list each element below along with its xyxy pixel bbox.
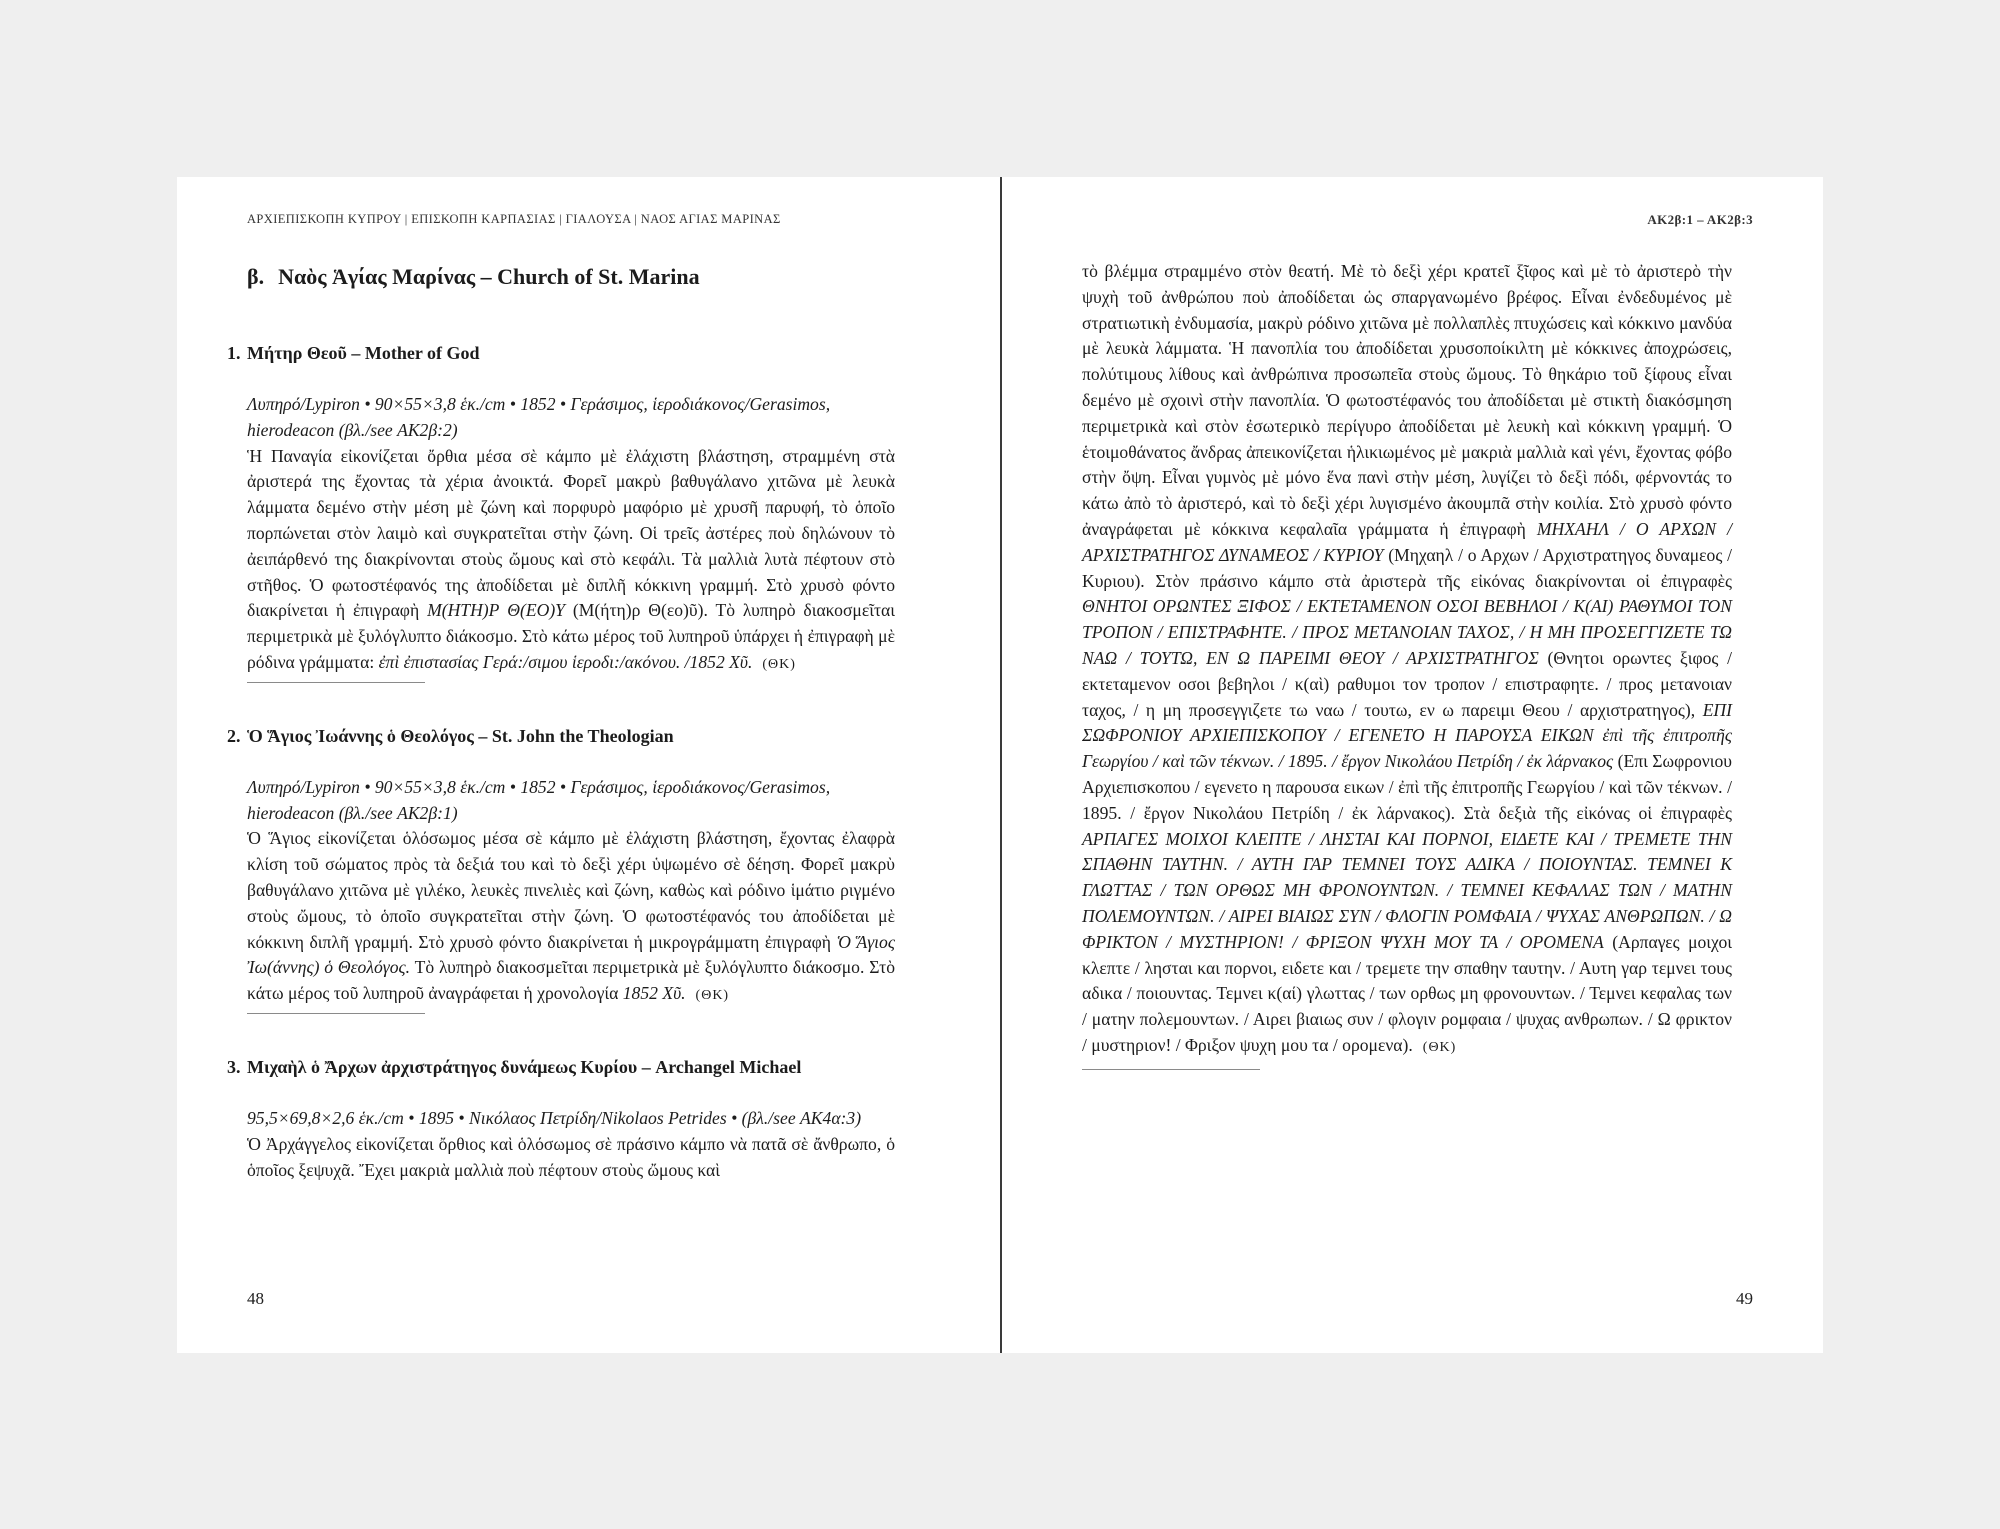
entry-number: 2. (227, 725, 241, 746)
inscription-text: Μ(ΗΤΗ)Ρ Θ(ΕΟ)Υ (427, 600, 565, 621)
entry-title-text: Μιχαὴλ ὁ Ἄρχων ἀρχιστράτηγος δυνάμεως Κυρίου – Archangel Michael (247, 1056, 802, 1077)
entry-meta: Λυπηρό/Lypiron • 90×55×3,8 ἑκ./cm • 1852 • Γεράσιμος, ἱεροδιάκονος/Gerasimos, hierodeacon (βλ./see ΑΚ2β:2) (247, 394, 831, 440)
left-content (227, 262, 895, 1183)
entry-divider (247, 1013, 425, 1014)
author-signature: (ΘΚ) (695, 988, 730, 1004)
inscription-text: Ὁ Ἅγιος Ἰω(άννης) ὁ Θεολόγος. (247, 931, 895, 978)
author-signature: (ΘΚ) (762, 656, 796, 672)
catalog-entry (227, 1054, 895, 1183)
section-number: β. (247, 264, 265, 289)
inscription-text: 1852 Χῦ. (622, 983, 686, 1004)
catalog-entry (227, 340, 895, 683)
description-text: (Αρπαγες μοιχοι κλεπτε / λησται και πορνοι, ειδετε και / τρεμετε την σπαθην ταυτην. / Αυτη γαρ τεμνει τους αδικα / ποιουντας. Τεμνει κ(αί) γλωττας / των ορθως μη φρονουντων. / Τεμνει κεφαλας των / ματην πολεμουντων. / Αιρει βιαιως συν / φλογιν ρομφαια / ψυχας ανθρωπων. / Ω φρικτον / μυστηριον! / Φριξον ψυχη μου τα / ορομενα). (1082, 931, 1732, 1055)
left-page (177, 177, 1000, 1353)
description-text: Ἡ Παναγία εἰκονίζεται ὄρθια μέσα σὲ κάμπο μὲ ἐλάχιστη βλάστηση, στραμμένη στὰ ἀριστερά της ἔχοντας τὰ χέρια ἀνοικτά. Φορεῖ μακρὺ βαθυγάλανο χιτῶνα μὲ λευκὰ λάμματα δεμένο στὴν μέση μὲ ζώνη καὶ πορφυρὸ μαφόριο μὲ χρυσῆ παρυφή, τὸ ὁποῖο πορπώνεται στὸν λαιμὸ καὶ συγκρατεῖται στὴν ζώνη. Οἱ τρεῖς ἀστέρες ποὺ δηλώνουν τὸ ἀειπάρθενό της διακρίνονται στοὺς ὤμους καὶ στὸ κεφάλι. Τὰ μαλλιὰ λυτὰ πέφτουν στὸ στῆθος. Ὁ φωτοστέφανός της ἀποδίδεται μὲ διπλῆ κόκκινη γραμμή. Στὸ χρυσὸ φόντο διακρίνεται ἡ ἐπιγραφὴ (247, 445, 895, 621)
description-text: (Μ(ήτη)ρ Θ(εο)ῦ). Τὸ λυπηρὸ διακοσμεῖται περιμετρικὰ μὲ ξυλόγλυπτο διάκοσμο. Στὸ κάτω μέρος τοῦ λυπηροῦ ὑπάρχει ἡ ἐπιγραφὴ μὲ ρόδινα γράμματα: (247, 600, 895, 672)
catalog-entry (227, 723, 895, 1014)
entry-divider (247, 682, 425, 683)
right-page (1002, 177, 1823, 1353)
section-title-text: Ναὸς Ἁγίας Μαρίνας – Church of St. Marina (278, 264, 700, 289)
entry-number: 1. (227, 343, 241, 363)
entry-divider (1082, 1069, 1260, 1070)
description-text: Τὸ λυπηρὸ διακοσμεῖται περιμετρικὰ μὲ ξυλόγλυπτο διάκοσμο. Στὸ κάτω μέρος τοῦ λυπηροῦ ἀναγράφεται ἡ χρονολογία (247, 957, 895, 1004)
entry-description (247, 444, 895, 678)
entry-number: 3. (227, 1056, 241, 1077)
inscription-text: ΑΡΠΑΓΕΣ ΜΟΙΧΟΙ ΚΛΕΠΤΕ / ΛΗΣΤΑΙ ΚΑΙ ΠΟΡΝΟΙ, ΕΙΔΕΤΕ ΚΑΙ / ΤΡΕΜΕΤΕ ΤΗΝ ΣΠΑΘΗΝ ΤΑΥΤΗΝ. / ΑΥΤΗ ΓΑΡ ΤΕΜΝΕΙ ΤΟΥΣ ΑΔΙΚΑ / ΠΟΙΟΥΝΤΑΣ. ΤΕΜΝΕΙ Κ ΓΛΩΤΤΑΣ / ΤΩΝ ΟΡΘΩΣ ΜΗ ΦΡΟΝΟΥΝΤΩΝ. / ΤΕΜΝΕΙ ΚΕΦΑΛΑΣ ΤΩΝ / ΜΑΤΗΝ ΠΟΛΕΜΟΥΝΤΩΝ. / ΑΙΡΕΙ ΒΙΑΙΩΣ ΣΥΝ / ΦΛΟΓΙΝ ΡΟΜΦΑΙΑ / ΨΥΧΑΣ ΑΝΘΡΩΠΩΝ. / Ω ΦΡΙΚΤΟΝ / ΜΥΣΤΗΡΙΟΝ! / ΦΡΙΞΟΝ ΨΥΧΗ ΜΟΥ ΤΑ / ΟΡΟΜΕΝΑ (1082, 828, 1732, 952)
entry-meta: 95,5×69,8×2,6 ἑκ./cm • 1895 • Νικόλαος Πετρίδη/Nikolaos Petrides • (βλ./see ΑΚ4α:3) (247, 1107, 862, 1128)
page-number: 49 (1736, 1289, 1753, 1308)
inscription-text: ἐπὶ ἐπιστασίας Γερά:/σιμου ἱεροδι:/ακόνου. /1852 Χῦ. (378, 651, 753, 672)
running-head: ΑΚ2β:1 – ΑΚ2β:3 (1647, 212, 1753, 227)
entry-description: Ὁ Ἀρχάγγελος εἰκονίζεται ὄρθιος καὶ ὁλόσωμος σὲ πράσινο κάμπο νὰ πατᾶ σὲ ἄνθρωπο, ὁ ὁποῖος ξεψυχᾶ. Ἔχει μακριὰ μαλλιὰ ποὺ πέφτουν στοὺς ὤμους καὶ (247, 1133, 895, 1180)
entry-title (227, 340, 895, 366)
entry-title (227, 723, 895, 749)
book-spread (177, 177, 1823, 1353)
entry-title-text: Ὁ Ἅγιος Ἰωάννης ὁ Θεολόγος – St. John the Theologian (247, 725, 674, 746)
entry-title-text: Μήτηρ Θεοῦ – Mother of God (247, 343, 480, 363)
description-text: τὸ βλέμμα στραμμένο στὸν θεατή. Μὲ τὸ δεξὶ χέρι κρατεῖ ξῖφος καὶ μὲ τὸ ἀριστερὸ τὴν ψυχὴ τοῦ ἀνθρώπου ποὺ ἀποδίδεται ὡς σπαργανωμένο βρέφος. Εἶναι ἐνδεδυμένος μὲ στρατιωτικὴ ἐνδυμασία, μακρὺ ρόδινο χιτῶνα μὲ πολλαπλὲς πτυχώσεις καὶ κόκκινο μανδύα μὲ λευκὰ λάμματα. Ἡ πανοπλία του ἀποδίδεται χρυσοποίκιλτη μὲ κόκκινες ἀποχρώσεις, πολύτιμους λίθους καὶ ἀνθρώπινα προσωπεῖα στοὺς ὤμους. Τὸ θηκάριο τοῦ ξίφους εἶναι δεμένο μὲ σχοινὶ στὴν πανοπλία. Ὁ φωτοστέφανός του ἀποδίδεται μὲ στικτὴ διακόσμηση περιμετρικὰ καὶ στὸν ἐσωτερικὸ περίγυρο ἀποδίδεται μὲ λευκὴ καὶ κόκκινη γραμμή. Ὁ ἑτοιμοθάνατος ἄνδρας ἀπεικονίζεται ἡλικιωμένος μὲ μακριὰ μαλλιὰ καὶ γένι, ἔχοντας φόβο στὴν ὄψη. Εἶναι γυμνὸς μὲ μόνο ἕνα πανὶ στὴν μέση, λυγίζει τὸ δεξὶ πόδι, φέρνοντάς το κάτω ἀπὸ τὸ ἀριστερό, καὶ τὸ δεξὶ χέρι λυγισμένο ἀκουμπᾶ στὴν κοιλία. Στὸ χρυσὸ φόντο ἀναγράφεται μὲ κόκκινα κεφαλαῖα γράμματα ἡ ἐπιγραφὴ (1082, 261, 1732, 539)
description-text: Ὁ Ἅγιος εἰκονίζεται ὁλόσωμος μέσα σὲ κάμπο μὲ ἐλάχιστη βλάστηση, ἔχοντας ἐλαφρὰ κλίση τοῦ σώματος πρὸς τὰ δεξιά του καὶ τὸ δεξὶ χέρι ὑψωμένο σὲ δέηση. Φορεῖ μακρὺ βαθυγάλανο χιτῶνα μὲ γιλέκο, λευκὲς πινελιὲς καὶ ζώνη, καθὼς καὶ ρόδινο ἱμάτιο ριγμένο στοὺς ὤμους, τὸ ὁποῖο συγκρατεῖται στὴν ζώνη. Ὁ φωτοστέφανός του ἀποδίδεται μὲ κόκκινη διπλῆ γραμμή. Στὸ χρυσὸ φόντο διακρίνεται ἡ μικρογράμματη ἐπιγραφὴ (247, 828, 895, 952)
right-content (1082, 259, 1732, 1110)
section-title (247, 262, 895, 292)
inscription-text: ΜΗΧΑΗΛ / Ο ΑΡΧΩΝ / ΑΡΧΙΣΤΡΑΤΗΓΟΣ ΔΥΝΑΜΕΟΣ / ΚΥΡΙΟΥ (1082, 518, 1732, 565)
inscription-text: ΕΠΙ ΣΩΦΡΟΝΙΟΥ ΑΡΧΙΕΠΙΣΚΟΠΟΥ / ΕΓΕΝΕΤΟ Η ΠΑΡΟΥΣΑ ΕΙΚΩΝ ἐπὶ τῆς ἐπιτροπῆς Γεωργίου / καὶ τῶν τέκνων. / 1895. / ἔργον Νικολάου Πετρίδη / ἐκ λάρνακος (1082, 699, 1732, 772)
description-text: (Θνητοι ορωντες ξιφος / εκτεταμενον οσοι βεβηλοι / κ(αὶ) ραθυμοι τον τροπον / επιστραφητε. / προς μετανοιαν ταχος, / η μη προσεγγιζετε τω ναω / τουτω, εν ω παρειμι Θεου / αρχιστρατηγος), (1082, 647, 1732, 720)
entry-description (247, 826, 895, 1009)
description-text: (Μηχαηλ / ο Αρχων / Αρχιστρατηγος δυναμεος / Κυριου). Στὸν πράσινο κάμπο στὰ ἀριστερὰ τῆς εἰκόνας διακρίνονται οἱ ἐπιγραφὲς (1082, 544, 1732, 591)
running-head: ΑΡΧΙΕΠΙΣΚΟΠΗ ΚΥΠΡΟΥ | ΕΠΙΣΚΟΠΗ ΚΑΡΠΑΣΙΑΣ | ΓΙΑΛΟΥΣΑ | ΝΑΟΣ ΑΓΙΑΣ ΜΑΡΙΝΑΣ (247, 212, 781, 226)
inscription-text: ΘΝΗΤΟΙ ΟΡΩΝΤΕΣ ΞΙΦΟΣ / ΕΚΤΕΤΑΜΕΝΟΝ ΟΣΟΙ ΒΕΒΗΛΟΙ / Κ(ΑΙ) ΡΑΘΥΜΟΙ ΤΟΝ ΤΡΟΠΟΝ / ΕΠΙΣΤΡΑΦΗΤΕ. / ΠΡΟΣ ΜΕΤΑΝΟΙΑΝ ΤΑΧΟΣ, / Η ΜΗ ΠΡΟΣΕΓΓΙΖΕΤΕ ΤΩ ΝΑΩ / ΤΟΥΤΩ, ΕΝ Ω ΠΑΡΕΙΜΙ ΘΕΟΥ / ΑΡΧΙΣΤΡΑΤΗΓΟΣ (1082, 596, 1732, 668)
description-text: (Επι Σωφρονιου Αρχιεπισκοπου / εγενετο η παρουσα εικων / ἐπὶ τῆς ἐπιτροπῆς Γεωργίου / καὶ τῶν τέκνων. / 1895. / ἔργον Νικολάου Πετρίδη / ἐκ λάρνακος). Στὰ δεξιὰ τῆς εἰκόνας οἱ ἐπιγραφὲς (1082, 751, 1732, 823)
entry-description-continued (1082, 259, 1732, 1061)
entry-meta: Λυπηρό/Lypiron • 90×55×3,8 ἑκ./cm • 1852 • Γεράσιμος, ἱεροδιάκονος/Gerasimos, hierodeacon (βλ./see ΑΚ2β:1) (247, 776, 831, 823)
author-signature: (ΘΚ) (1422, 1039, 1457, 1055)
entry-title (227, 1054, 895, 1080)
page-number: 48 (247, 1289, 264, 1308)
